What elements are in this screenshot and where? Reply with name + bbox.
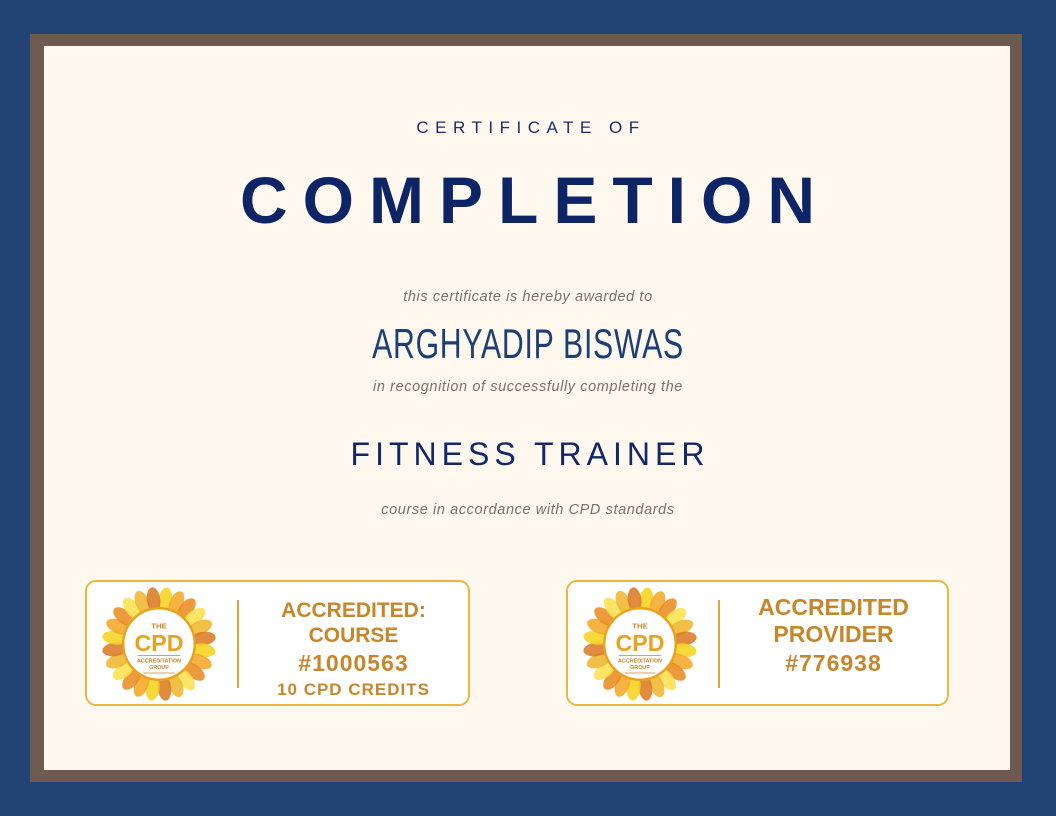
seal-group-text: GROUP [630, 665, 650, 672]
seal-group-text: GROUP [149, 665, 169, 672]
accredited-course-badge [85, 580, 470, 706]
course-badge-line1: ACCREDITED: [281, 599, 426, 622]
seal-accreditation-text: ACCREDITATION [618, 658, 662, 665]
seal-the-text: THE [151, 621, 167, 631]
course-name: FITNESS TRAINER [350, 436, 710, 472]
awarded-text: this certificate is hereby awarded to [403, 289, 653, 305]
seal-cpd-text: CPD [134, 629, 184, 656]
cpd-seal-icon [582, 586, 698, 702]
cpd-seal-icon [101, 586, 217, 702]
course-badge-line2: COURSE [308, 624, 399, 647]
accredited-provider-badge [566, 580, 949, 706]
badge-divider [237, 600, 239, 688]
seal-cpd-text: CPD [615, 629, 665, 656]
provider-badge-line2: PROVIDER [773, 621, 894, 647]
certificate-of-heading: CERTIFICATE OF [416, 118, 646, 137]
recipient-name: ARGHYADIP BISWAS [372, 320, 684, 367]
badge-divider [718, 600, 720, 688]
recognition-text: in recognition of successfully completing the [373, 379, 683, 395]
provider-badge-line1: ACCREDITED [758, 594, 909, 620]
seal-the-text: THE [632, 621, 648, 631]
completion-heading: COMPLETION [240, 163, 830, 237]
provider-badge-number: #776938 [785, 650, 882, 676]
course-badge-credits: 10 CPD CREDITS [277, 680, 430, 699]
course-badge-number: #1000563 [298, 650, 409, 676]
standards-text: course in accordance with CPD standards [381, 502, 675, 518]
seal-accreditation-text: ACCREDITATION [137, 658, 181, 665]
